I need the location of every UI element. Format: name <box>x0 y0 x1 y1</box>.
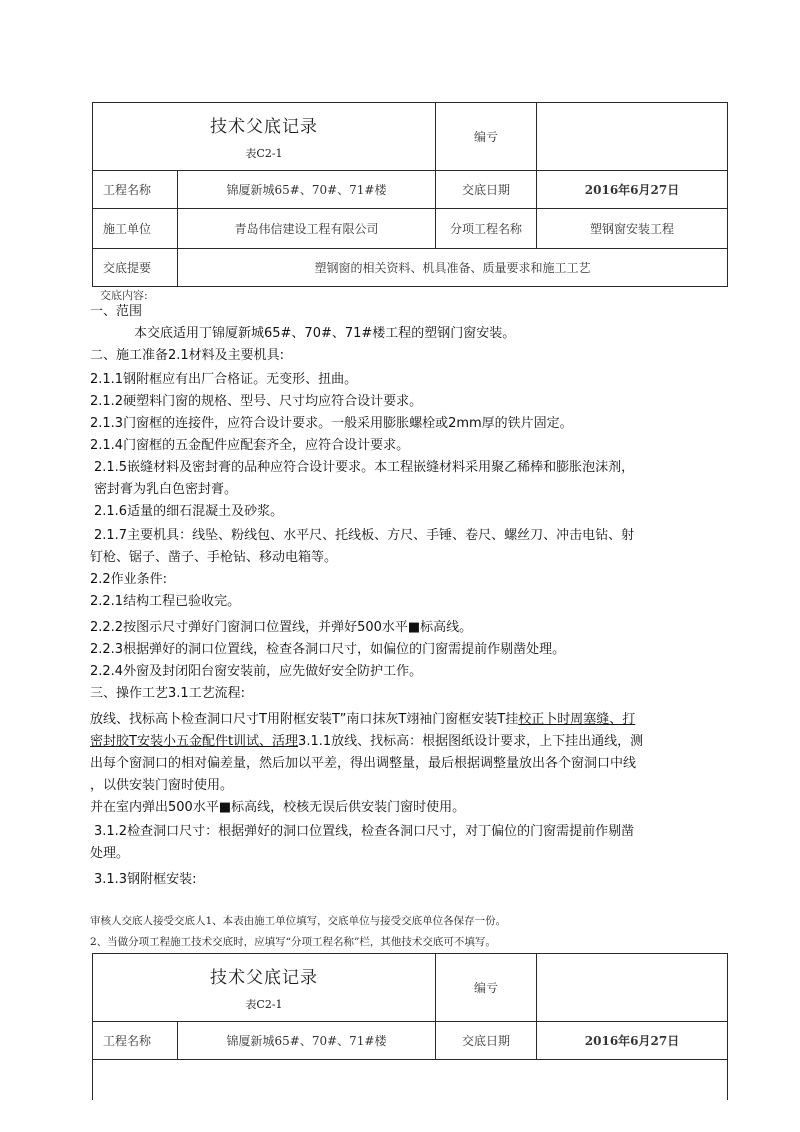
flow-text-underlined: 校正卜时周塞缝、打 <box>518 712 636 727</box>
sub-project-label: 分项工程名称 <box>436 209 537 249</box>
project-name-value: 锦厦新城65#、70#、71#楼 <box>178 171 436 209</box>
section-heading: 三、操作工艺3.1工艺流程: <box>90 686 246 701</box>
flow-line-3: 出每个窗洞口的相对偏差量，然后加以平差，得出调整量，最后根据调整量放出各个窗洞口中线 <box>90 756 637 771</box>
date-value: 2016年6月27日 <box>537 1022 728 1060</box>
list-item: 2.1.6适量的细石混凝土及砂浆。 <box>94 504 284 519</box>
list-item: 2.1.2硬塑料门窗的规格、型号、尺寸均应符合设计要求。 <box>90 394 423 409</box>
header-table-1 <box>92 102 728 287</box>
summary-label: 交底提要 <box>93 249 178 287</box>
body-content <box>90 301 730 891</box>
list-item: 2.2.2按图示尺寸弹好门窗洞口位置线，并弹好500水平■标高线。 <box>90 620 473 635</box>
list-item-cont: 密封膏为乳白色密封膏。 <box>94 482 238 497</box>
form-code: 表C2-1 <box>245 147 283 160</box>
date-label: 交底日期 <box>436 171 537 209</box>
project-name-value: 锦厦新城65#、70#、71#楼 <box>178 1022 436 1060</box>
number-value <box>537 103 728 171</box>
flow-text-underlined: 密封胶T安装小五金配件t训试、活理 <box>90 734 299 749</box>
footnote-1: 审核人交底人接受交底人1、本表由施工单位填写，交底单位与接受交底单位各保存一份。 <box>90 915 507 927</box>
header-table-2 <box>92 953 728 1100</box>
paragraph: 本交底适用丁锦厦新城65#、70#、71#楼工程的塑钢门窗安装。 <box>134 326 516 341</box>
doc-title: 技术父底记录 <box>210 117 318 137</box>
section-heading: 2.2作业条件: <box>90 572 168 587</box>
table-continuation <box>93 1060 728 1100</box>
form-code: 表C2-1 <box>245 998 283 1011</box>
flow-line-4: ，以供安装门窗时使用。 <box>90 778 234 793</box>
flow-text: 3.1.1放线、找标高：根据图纸设计要求，上下挂出通线，测 <box>298 734 644 749</box>
date-value: 2016年6月27日 <box>537 171 728 209</box>
section-heading: 二、施工准备2.1材料及主要机具: <box>90 348 285 363</box>
project-name-label: 工程名称 <box>93 171 178 209</box>
list-item: 2.2.1结构工程已验收完。 <box>90 594 241 609</box>
list-item: 2.1.1钢附框应有出厂合格证。无变形、扭曲。 <box>90 372 358 387</box>
sub-project-value: 塑钢窗安装工程 <box>537 209 728 249</box>
section-heading: 一、范围 <box>90 304 143 319</box>
title-cell <box>93 954 436 1022</box>
list-item-cont: 钉枪、锯子、凿子、手枪钻、移动电箱等。 <box>90 550 338 565</box>
list-item: 2.2.4外窗及封闭阳台窗安装前，应先做好安全防护工作。 <box>90 664 423 679</box>
content-label: 交底内容: <box>100 289 148 302</box>
flow-text: 放线、找标高卜检查洞口尺寸T用附框安装T”南口抹灰T翊袖门窗框安装T挂 <box>90 712 519 727</box>
list-item: 2.1.3门窗框的连接件，应符合设计要求。一般采用膨胀螺栓或2mm厚的铁片固定。 <box>90 416 573 431</box>
number-label: 编亏 <box>436 954 537 1022</box>
number-value <box>537 954 728 1022</box>
doc-title: 技术父底记录 <box>210 968 318 988</box>
contractor-label: 施工单位 <box>93 209 178 249</box>
project-name-label: 工程名称 <box>93 1022 178 1060</box>
list-item: 2.1.4门窗框的五金配件应配套齐全，应符合设计要求。 <box>90 438 410 453</box>
list-item: 2.1.7主要机具：线坠、粉线包、水平尺、托线板、方尺、手锤、卷尺、螺丝刀、冲击电钻、射 <box>94 528 635 543</box>
flow-line-1 <box>90 709 730 731</box>
list-item: 2.1.5嵌缝材料及密封膏的品种应符合设计要求。本工程嵌缝材料采用聚乙稀棒和膨胀泡沫剂， <box>94 460 635 475</box>
contractor-value: 青岛伟信建设工程有限公司 <box>178 209 436 249</box>
date-label: 交底日期 <box>436 1022 537 1060</box>
flow-line-2 <box>90 731 730 753</box>
title-cell <box>93 103 436 171</box>
number-label: 编亏 <box>436 103 537 171</box>
paragraph: 3.1.2检查洞口尺寸：根据弹好的洞口位置线，检查各洞口尺寸，对丁偏位的门窗需提前作剔凿 <box>94 824 635 839</box>
summary-value: 塑钢窗的相关资料、机具准备、质量要求和施工工艺 <box>178 249 728 287</box>
subsection-heading: 3.1.3钢附框安装: <box>94 872 197 887</box>
footnote-2: 2、当做分项工程施工技术交底时，应填写“分项工程名称”栏，其他技术交底可不填写。 <box>90 936 496 948</box>
list-item: 2.2.3根据弹好的洞口位置线，检查各洞口尺寸，如偏位的门窗需提前作剔凿处理。 <box>90 642 566 657</box>
paragraph-cont: 处理。 <box>90 846 130 861</box>
paragraph: 并在室内弹出500水平■标高线，校核无误后供安装门窗时使用。 <box>90 800 466 815</box>
